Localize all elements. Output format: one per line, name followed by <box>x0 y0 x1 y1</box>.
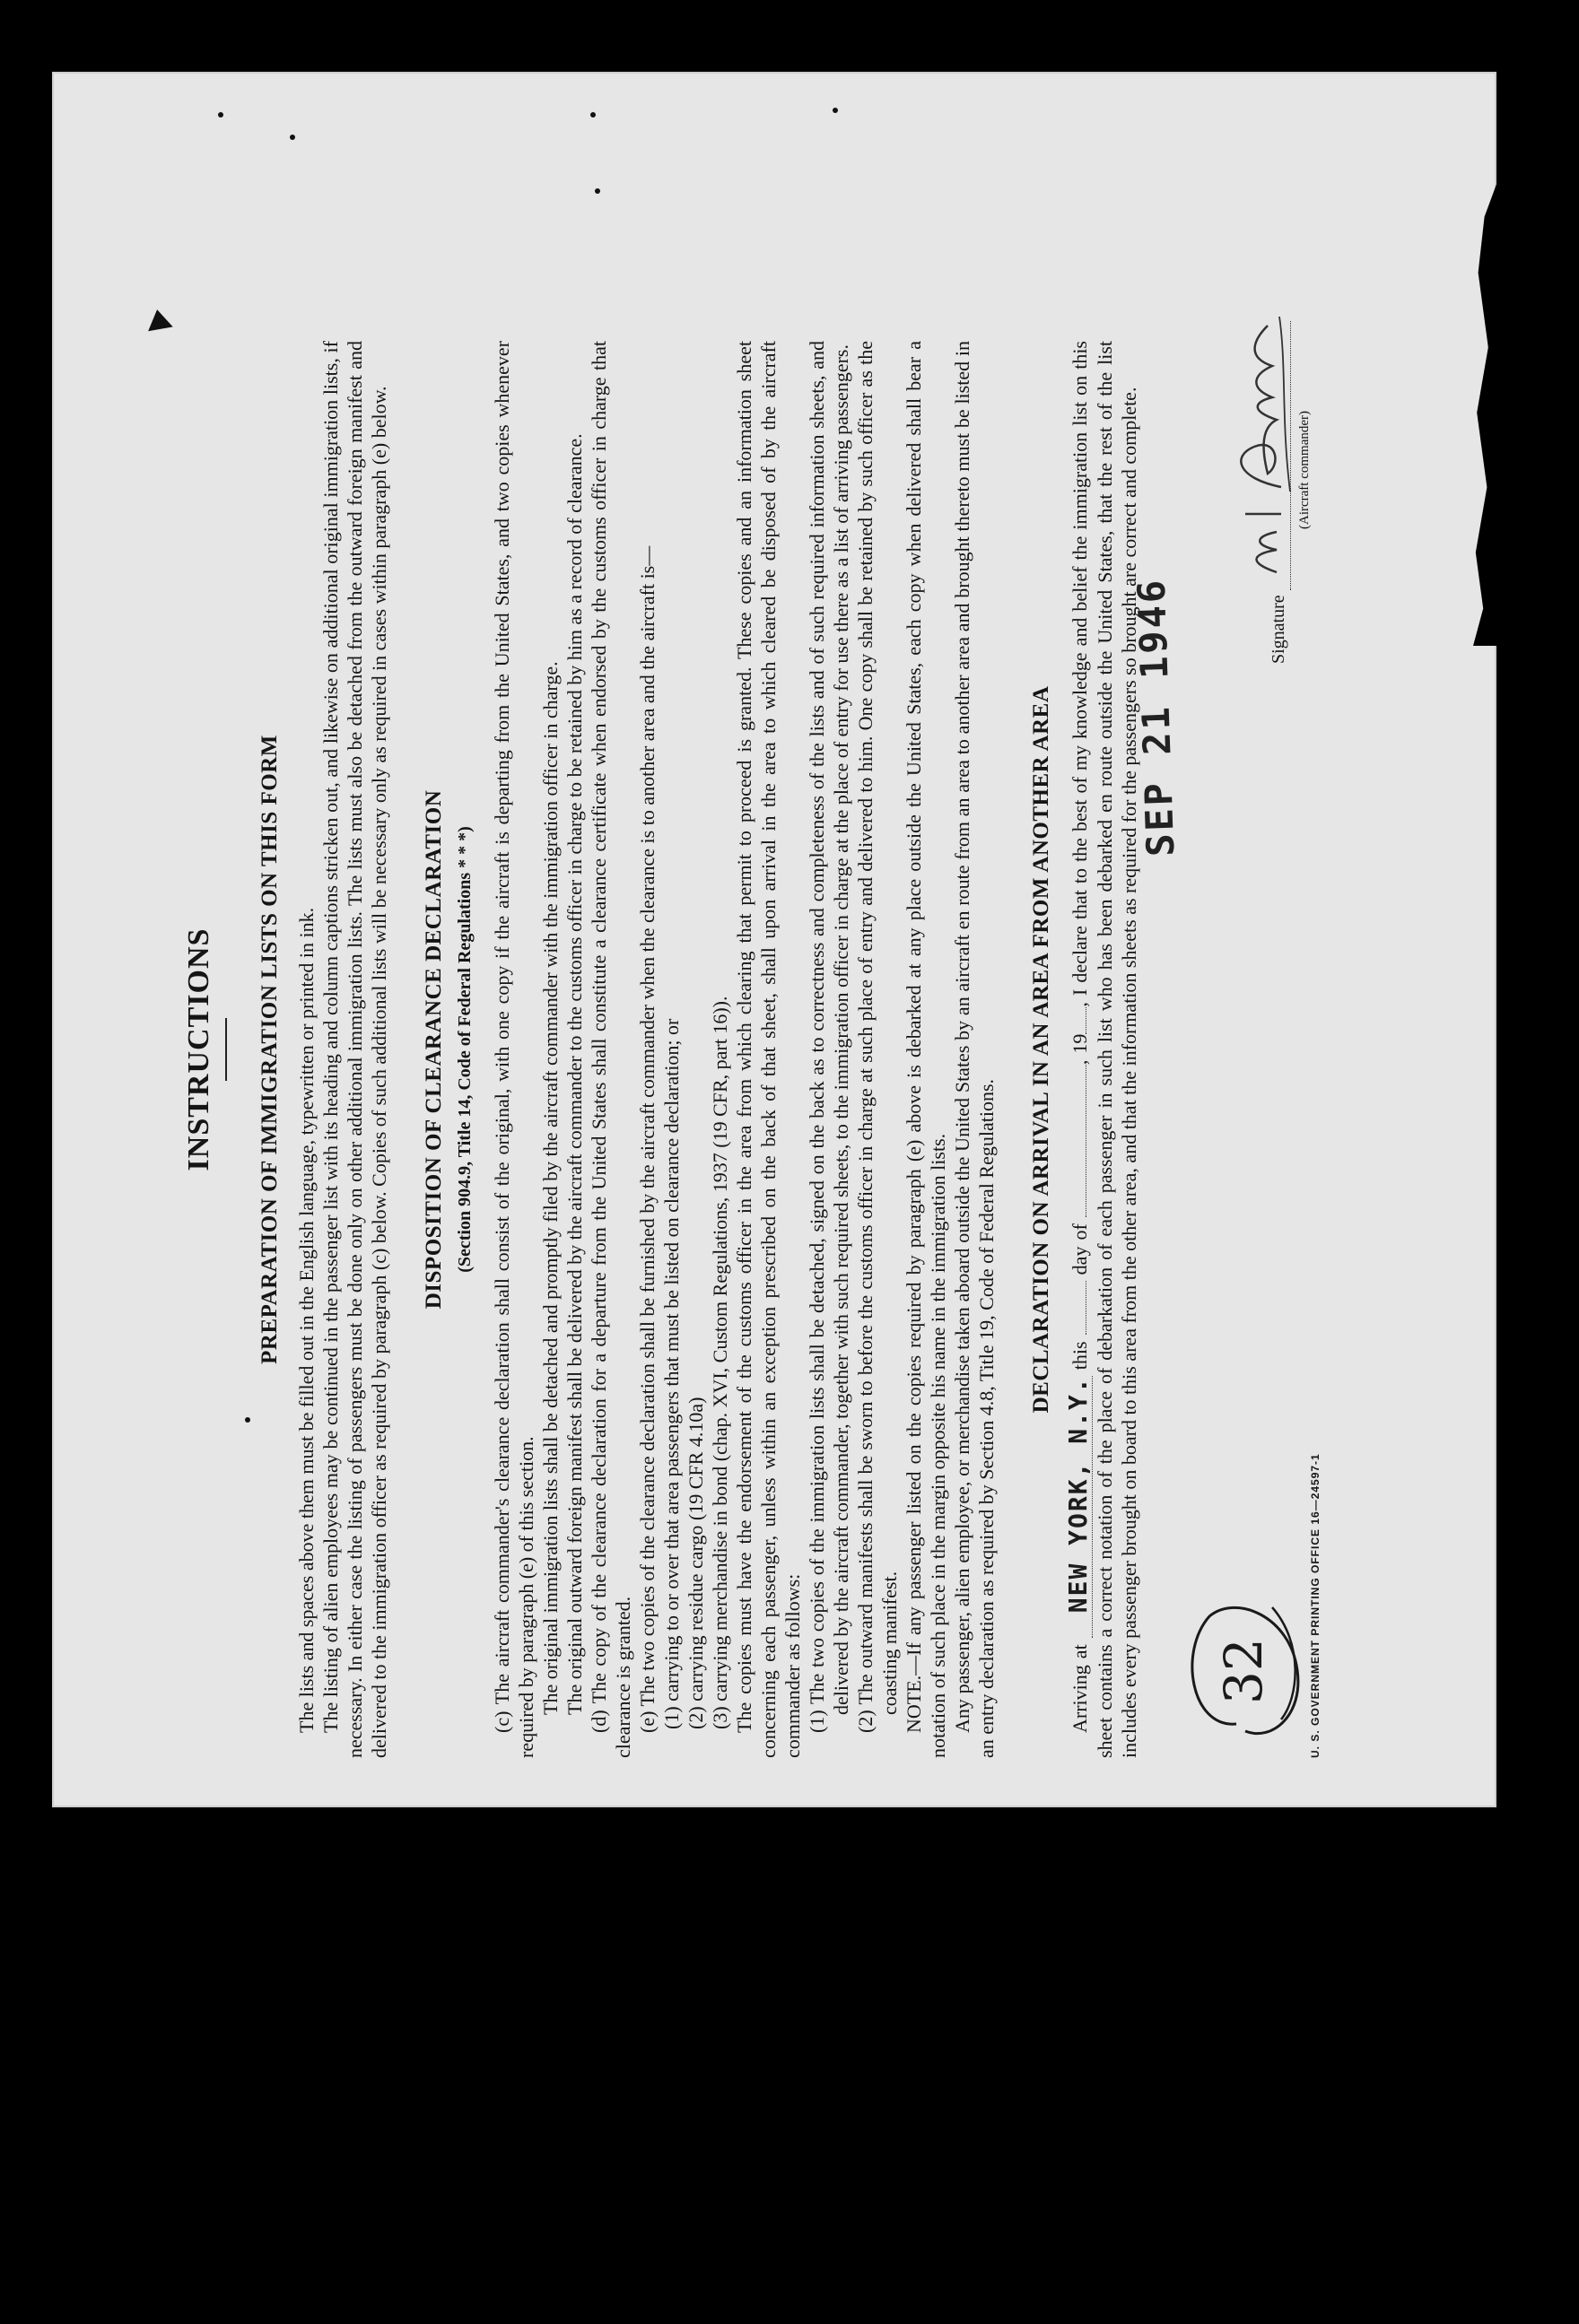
document-page <box>52 72 1496 1807</box>
this-label: this <box>1069 1341 1091 1371</box>
signature-label: Signature <box>1269 595 1288 664</box>
clearance-item-1: (1) carrying to or over that area passengers that must be listed on clearance declaration; or <box>660 1018 683 1729</box>
ink-speck <box>290 135 295 140</box>
title-rule <box>225 1018 227 1081</box>
clearance-para-c: (c) The aircraft commander's clearance declaration shall consist of the original, with one copy if the aircraft is departing from the United States, and two copies whenever required by paragraph (e) of this section. <box>491 341 537 1758</box>
ink-speck <box>590 112 596 118</box>
ink-speck <box>833 108 838 113</box>
declaration-body: , I declare that to the best of my knowledge and belief the immigration list on this sheet contains a correct notation of the place of debarkation of each passenger in such list who has been debarked en route outside the United States, that the rest of the list includes every passenger brought on board to this area from the other area, and that the information sheets as required for the passengers so brought are correct and complete. <box>1069 341 1140 1758</box>
clearance-item-3: (3) carrying merchandise in bond (chap. XVI, Custom Regulations, 1937 (19 CFR, part 16)). <box>709 996 731 1729</box>
ink-speck <box>595 188 600 194</box>
arriving-field[interactable] <box>1063 1376 1093 1638</box>
clearance-para-c3: The original outward foreign manifest shall be delivered by the aircraft commander to the customs officer in charge to be retained by him as a record of clearance. <box>563 433 586 1715</box>
prep-heading: PREPARATION OF IMMIGRATION LISTS ON THIS FORM <box>257 735 282 1364</box>
document-text <box>182 341 1344 1758</box>
clearance-para-copies: The copies must have the endorsement of the customs officer in the area from which clearing that permit to proceed is granted. These copies and an information sheet concerning each passenger, unless within an exception prescribed on the back of that sheet, shall upon arrival in the area to which cleared be disposed of by the aircraft commander as follows: <box>733 341 804 1758</box>
handwritten-signature <box>1227 312 1299 581</box>
clearance-para-c2: The original immigration lists shall be detached and promptly filed by the aircraft commander with the immigration officer in charge. <box>539 661 562 1715</box>
signature-caption: (Aircraft commander) <box>1297 410 1312 529</box>
clearance-numbered-1: (1) The two copies of the immigration lists shall be detached, signed on the back as to correctness and completeness of the lists and of such required information sheets, and delivered by the aircraft commander, together with such required sheets, to the immigration officer in charge at the place of entry for use there as a list of arriving passengers. <box>806 341 852 1733</box>
clearance-note: NOTE.—If any passenger listed on the copies required by paragraph (e) above is debarked at any place outside the United States, each copy when delivered shall bear a notation of such place in the margin opposite his name in the immigration lists. <box>903 341 949 1758</box>
day-label: day of <box>1069 1223 1091 1275</box>
ink-speck <box>218 112 223 118</box>
clearance-para-d: (d) The copy of the clearance declaration for a departure from the United States shall constitute a clearance certificate when endorsed by the customs officer in charge that clearance is granted. <box>588 341 634 1758</box>
clearance-item-2: (2) carrying residue cargo (19 CFR 4.10a) <box>685 1397 707 1729</box>
declaration-text: Arriving at NEW YORK, N.Y. this day of , 19, I declare that to the best of my knowledge and belief the immigration list on this sheet contains a correct notation of the place of debarkation of each passenger in such list who has been debarked en route outside the United States, that the rest of the list includes every passenger brought on board to this area from the other area, and that the information sheets as required for the passengers so brought are correct and complete. <box>1063 341 1140 1758</box>
clearance-subheading: (Section 904.9, Title 14, Code of Federal Regulations * * *) <box>455 826 475 1273</box>
prep-paragraph-1: The lists and spaces above them must be filled out in the English language, typewritten or printed in ink. <box>295 907 318 1733</box>
printer-imprint: U. S. GOVERNMENT PRINTING OFFICE 16—24597-1 <box>1309 1453 1322 1758</box>
signature-block <box>1263 287 1317 664</box>
declaration-heading: DECLARATION ON ARRIVAL IN AN AREA FROM ANOTHER AREA <box>1029 685 1053 1414</box>
arriving-value: NEW YORK, N.Y. <box>1063 1376 1093 1614</box>
ink-mark <box>144 308 172 332</box>
clearance-heading: DISPOSITION OF CLEARANCE DECLARATION <box>422 789 446 1310</box>
torn-edge <box>1473 179 1496 646</box>
signature-field[interactable] <box>1263 321 1291 590</box>
handwritten-number: 32 <box>1213 1638 1274 1704</box>
clearance-numbered-2: (2) The outward manifests shall be sworn to before the customs officer in charge at such place of entry and delivered to him. One copy shall be retained by such officer as the coasting manifest. <box>854 341 901 1733</box>
arriving-label: Arriving at <box>1069 1644 1091 1733</box>
year-prefix: 19 <box>1069 1033 1091 1054</box>
handwritten-number-mark <box>1173 1598 1313 1751</box>
document-title: INSTRUCTIONS <box>182 927 215 1171</box>
date-stamp: SEP 21 1946 <box>1129 577 1183 857</box>
prep-paragraph-2: The listing of alien employees may be continued in the passenger list with its heading and column captions stricken out, and likewise on additional original immigration lists, if necessary. In either case the listing of passengers must be done only on other additional immigration lists. The lists must also be detached from the outward foreign manifest and delivered to the immigration officer as required by paragraph (c) below. Copies of such additional lists will be necessary only as required in cases within paragraph (e) below. <box>319 341 390 1758</box>
clearance-para-final: Any passenger, alien employee, or merchandise taken aboard outside the United States by an aircraft en route from an area to another area and brought thereto must be listed in an entry declaration as required by Section 4.8, Title 19, Code of Federal Regulations. <box>951 341 998 1758</box>
clearance-para-e: (e) The two copies of the clearance declaration shall be furnished by the aircraft commander when the clearance is to another area and the aircraft is— <box>636 545 659 1733</box>
